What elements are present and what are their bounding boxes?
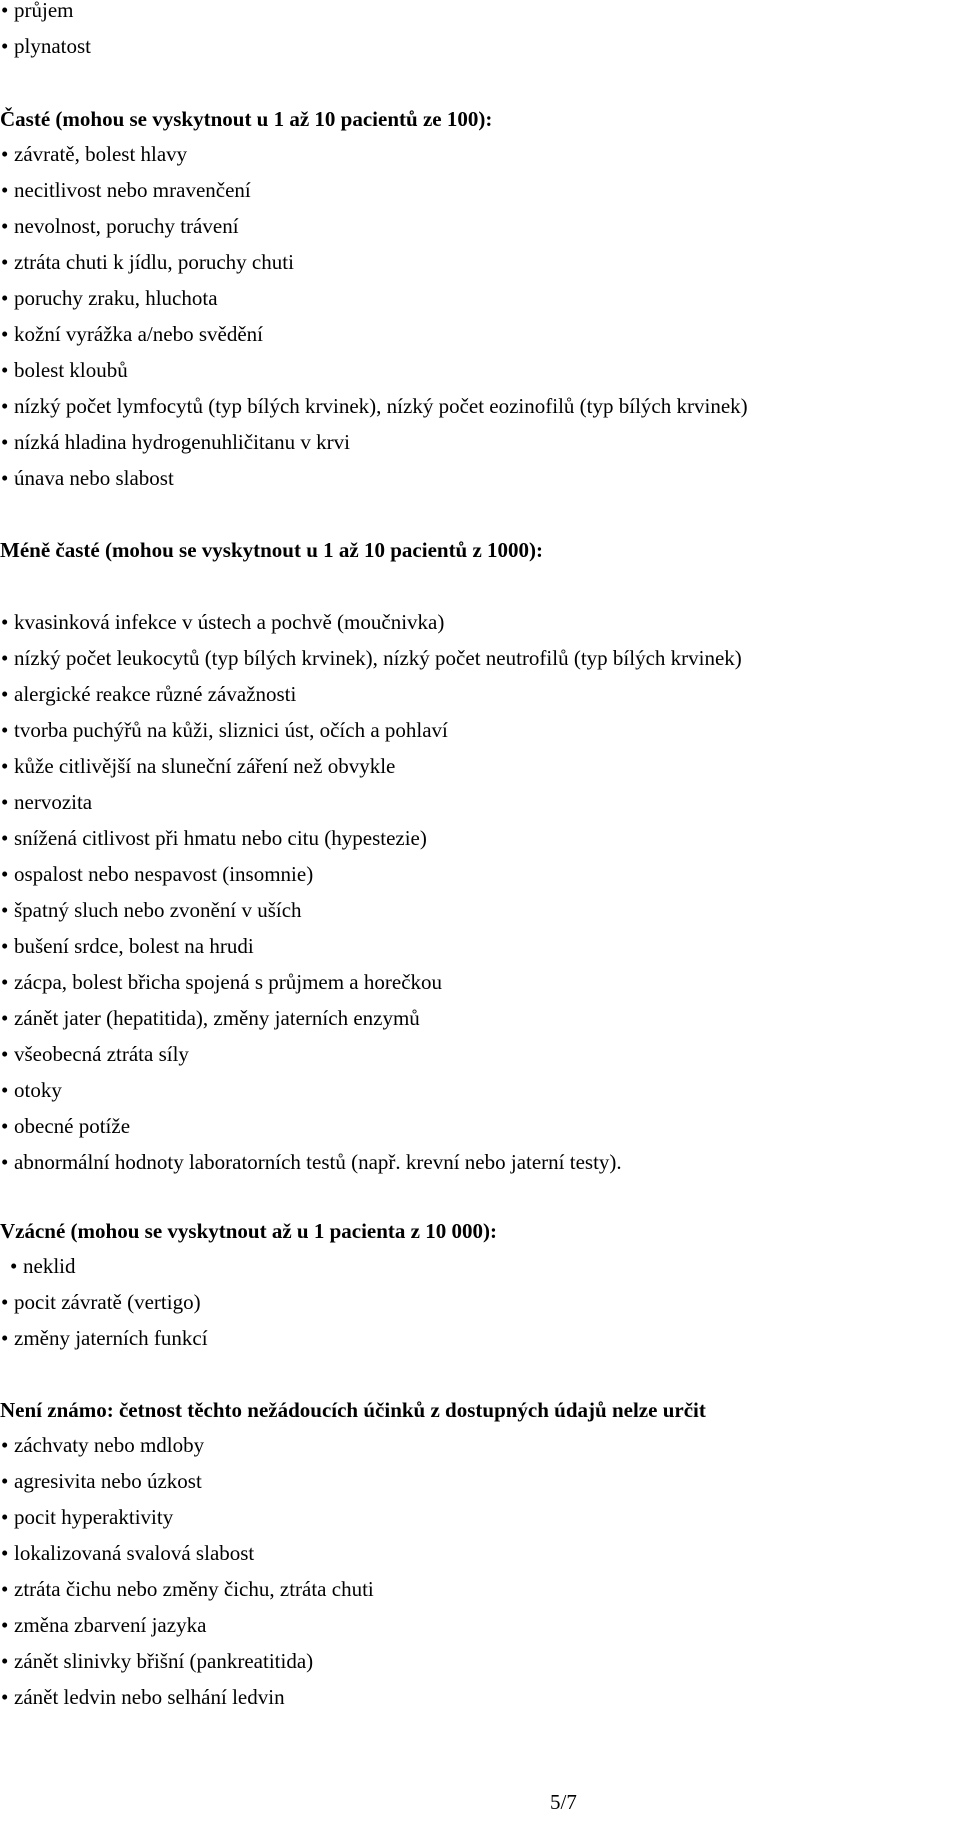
- list-item: • zánět jater (hepatitida), změny jaterních enzymů: [1, 1006, 420, 1030]
- list-item: • obecné potíže: [1, 1114, 131, 1138]
- bullet-icon: •: [1, 1541, 9, 1565]
- list-item: • nízký počet lymfocytů (typ bílých krvinek), nízký počet eozinofilů (typ bílých krvinek): [1, 394, 748, 418]
- list-item: • kvasinková infekce v ústech a pochvě (moučnivka): [1, 610, 445, 634]
- list-item: • nevolnost, poruchy trávení: [1, 214, 239, 238]
- list-item: • nízký počet leukocytů (typ bílých krvinek), nízký počet neutrofilů (typ bílých krvinek): [1, 646, 742, 670]
- list-item: • zánět ledvin nebo selhání ledvin: [1, 1685, 285, 1709]
- section-heading: Vzácné (mohou se vyskytnout až u 1 pacienta z 10 000):: [0, 1219, 497, 1243]
- list-item: • únava nebo slabost: [1, 466, 174, 490]
- bullet-icon: •: [1, 0, 9, 22]
- list-item: • změna zbarvení jazyka: [1, 1613, 207, 1637]
- bullet-icon: •: [1, 898, 9, 922]
- list-item: • snížená citlivost při hmatu nebo citu (hypestezie): [1, 826, 427, 850]
- list-item: • pocit závratě (vertigo): [1, 1290, 201, 1314]
- list-item: • pocit hyperaktivity: [1, 1505, 174, 1529]
- section-heading: Časté (mohou se vyskytnout u 1 až 10 pacientů ze 100):: [0, 107, 493, 131]
- page-number: 5/7: [550, 1790, 577, 1814]
- bullet-icon: •: [1, 934, 9, 958]
- bullet-icon: •: [1, 1505, 9, 1529]
- list-item: • otoky: [1, 1078, 62, 1102]
- list-item: • špatný sluch nebo zvonění v uších: [1, 898, 302, 922]
- bullet-icon: •: [1, 970, 9, 994]
- bullet-icon: •: [1, 358, 9, 382]
- list-item: • kožní vyrážka a/nebo svědění: [1, 322, 263, 346]
- bullet-icon: •: [10, 1254, 18, 1278]
- bullet-icon: •: [1, 610, 9, 634]
- bullet-icon: •: [1, 1042, 9, 1066]
- list-item: • bolest kloubů: [1, 358, 128, 382]
- list-item: • zácpa, bolest břicha spojená s průjmem a horečkou: [1, 970, 443, 994]
- bullet-icon: •: [1, 682, 9, 706]
- bullet-icon: •: [1, 1114, 9, 1138]
- list-item: • tvorba puchýřů na kůži, sliznici úst, očích a pohlaví: [1, 718, 448, 742]
- bullet-icon: •: [1, 178, 9, 202]
- bullet-icon: •: [1, 826, 9, 850]
- list-item: • ztráta čichu nebo změny čichu, ztráta chuti: [1, 1577, 374, 1601]
- list-item: • záchvaty nebo mdloby: [1, 1433, 205, 1457]
- bullet-icon: •: [1, 718, 9, 742]
- bullet-icon: •: [1, 214, 9, 238]
- bullet-icon: •: [1, 1685, 9, 1709]
- list-item: • bušení srdce, bolest na hrudi: [1, 934, 254, 958]
- bullet-icon: •: [1, 1577, 9, 1601]
- bullet-icon: •: [1, 1649, 9, 1673]
- bullet-icon: •: [1, 1006, 9, 1030]
- bullet-icon: •: [1, 322, 9, 346]
- list-item: • necitlivost nebo mravenčení: [1, 178, 251, 202]
- bullet-icon: •: [1, 1469, 9, 1493]
- list-item: • kůže citlivější na sluneční záření než obvykle: [1, 754, 396, 778]
- list-item: • průjem: [1, 0, 73, 23]
- bullet-icon: •: [1, 1326, 9, 1350]
- list-item: • ospalost nebo nespavost (insomnie): [1, 862, 314, 886]
- list-item: • všeobecná ztráta síly: [1, 1042, 189, 1066]
- bullet-icon: •: [1, 790, 9, 814]
- bullet-icon: •: [1, 1613, 9, 1637]
- section-heading: Není známo: četnost těchto nežádoucích účinků z dostupných údajů nelze určit: [0, 1398, 706, 1422]
- list-item: • lokalizovaná svalová slabost: [1, 1541, 255, 1565]
- bullet-icon: •: [1, 394, 9, 418]
- bullet-icon: •: [1, 1078, 9, 1102]
- bullet-icon: •: [1, 646, 9, 670]
- bullet-icon: •: [1, 862, 9, 886]
- list-item: • poruchy zraku, hluchota: [1, 286, 218, 310]
- bullet-icon: •: [1, 1433, 9, 1457]
- bullet-icon: •: [1, 466, 9, 490]
- list-item: • závratě, bolest hlavy: [1, 142, 188, 166]
- list-item: • nervozita: [1, 790, 93, 814]
- list-item: • abnormální hodnoty laboratorních testů (např. krevní nebo jaterní testy).: [1, 1150, 622, 1174]
- bullet-icon: •: [1, 286, 9, 310]
- list-item: • zánět slinivky břišní (pankreatitida): [1, 1649, 314, 1673]
- list-item: • neklid: [10, 1254, 76, 1278]
- bullet-icon: •: [1, 430, 9, 454]
- list-item: • agresivita nebo úzkost: [1, 1469, 202, 1493]
- bullet-icon: •: [1, 250, 9, 274]
- list-item: • plynatost: [1, 34, 91, 58]
- bullet-icon: •: [1, 34, 9, 58]
- list-item: • nízká hladina hydrogenuhličitanu v krvi: [1, 430, 350, 454]
- bullet-icon: •: [1, 754, 9, 778]
- section-heading: Méně časté (mohou se vyskytnout u 1 až 10 pacientů z 1000):: [0, 538, 544, 562]
- bullet-icon: •: [1, 1150, 9, 1174]
- bullet-icon: •: [1, 1290, 9, 1314]
- list-item: • ztráta chuti k jídlu, poruchy chuti: [1, 250, 294, 274]
- list-item: • alergické reakce různé závažnosti: [1, 682, 297, 706]
- list-item: • změny jaterních funkcí: [1, 1326, 208, 1350]
- bullet-icon: •: [1, 142, 9, 166]
